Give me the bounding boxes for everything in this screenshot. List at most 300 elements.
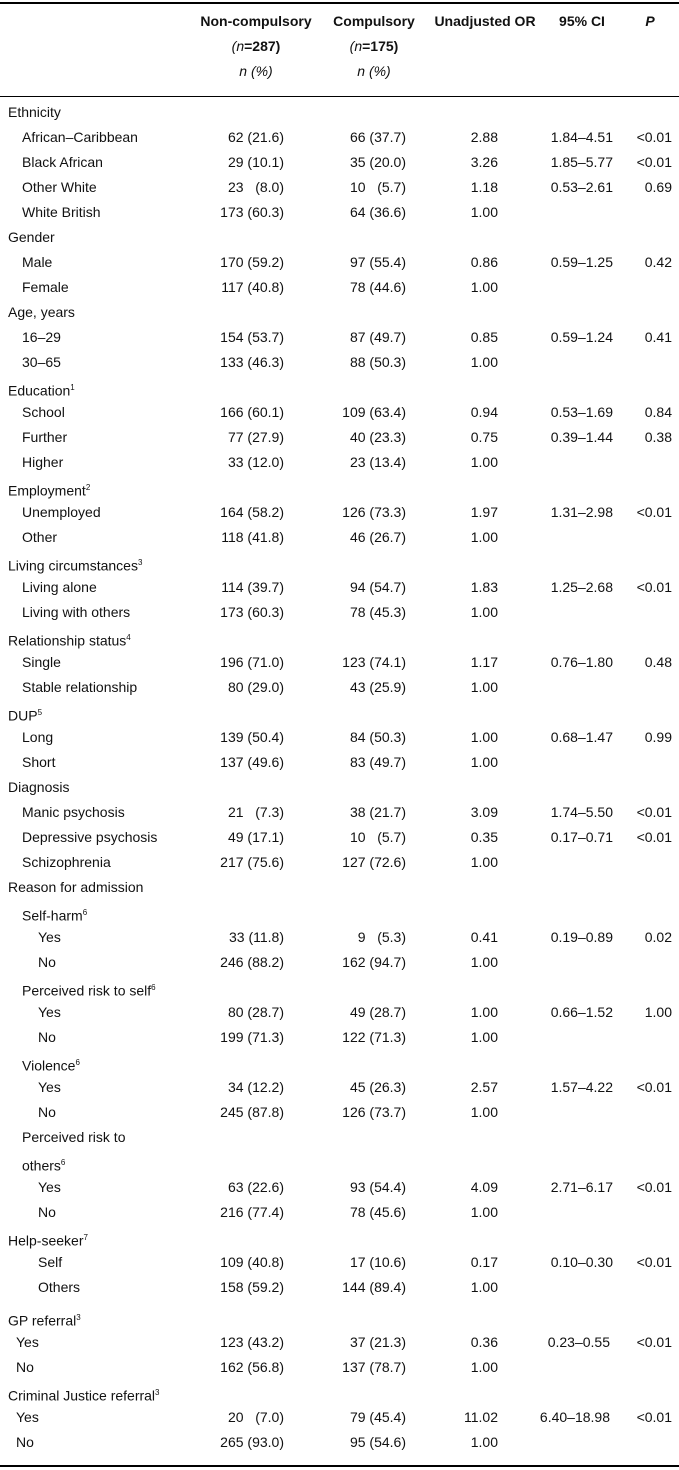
table-row [0,650,679,675]
odds-ratio-cell: 11.02 [464,1409,498,1425]
table-row [0,500,679,525]
compulsory-cell: 17 (10.6) [349,1254,406,1270]
non-compulsory-cell: 265 (93.0) [220,1434,284,1450]
row-label: Living alone [22,579,97,595]
row-label: Employment$^2$ [8,482,91,499]
p-value-cell: 0.41 [644,329,672,345]
row-label: Black African [22,154,103,170]
row-label: Relationship status$^4$ [8,632,131,649]
confidence-interval-cell [520,600,613,625]
non-compulsory-cell: 29 (10.1) [227,154,284,170]
p-value-cell: <0.01 [636,1079,672,1095]
p-value-cell: 0.02 [644,929,672,945]
row-label: School [22,404,65,420]
compulsory-cell: 10 (5.7) [349,829,406,845]
row-label: White British [22,204,101,220]
compulsory-cell: 78 (44.6) [349,279,406,295]
odds-ratio-cell: 1.83 [470,579,498,595]
header-unit: n (%) [357,63,391,79]
footnote-marker: 5 [37,708,43,717]
row-label: Reason for admission [8,879,144,895]
odds-ratio-cell: 0.41 [470,929,498,945]
table-row [0,475,679,500]
non-compulsory-cell: 154 (53.7) [220,329,284,345]
footnote-marker: 7 [83,1233,88,1242]
odds-ratio-cell: 1.97 [470,504,498,520]
footnote-marker: 3 [76,1313,81,1322]
header-unit: n (%) [239,63,273,79]
footnote-marker: 4 [126,633,131,642]
footnote-marker: 6 [82,908,88,917]
row-label: Female [22,279,69,295]
p-value-cell: <0.01 [636,579,672,595]
p-value-cell [618,1100,672,1125]
row-label: Depressive psychosis [22,829,158,845]
non-compulsory-cell: 173 (60.3) [220,604,284,620]
confidence-interval-cell: 1.74–5.50 [550,804,613,820]
confidence-interval-cell: 0.68–1.47 [550,729,613,745]
non-compulsory-cell: 49 (17.1) [227,829,284,845]
confidence-interval-cell [520,1200,613,1225]
compulsory-cell: 95 (54.6) [349,1434,406,1450]
confidence-interval-cell: 1.84–4.51 [550,129,613,145]
table-row [0,925,679,950]
row-label: Diagnosis [8,779,70,795]
table-row [0,1225,679,1250]
non-compulsory-cell: 133 (46.3) [220,354,284,370]
non-compulsory-cell: 217 (75.6) [220,854,284,870]
p-value-cell: 0.42 [644,254,672,270]
header-unadjusted-or [430,9,540,34]
row-label: Yes [38,1004,61,1020]
compulsory-cell: 79 (45.4) [349,1409,406,1425]
p-value-cell [618,200,672,225]
row-label: 30–65 [22,354,61,370]
row-label: Self [38,1254,63,1270]
compulsory-cell: 162 (94.7) [342,954,406,970]
row-label: No [16,1434,34,1450]
odds-ratio-cell: 1.00 [470,679,498,695]
compulsory-cell: 123 (74.1) [342,654,406,670]
compulsory-cell: 84 (50.3) [349,729,406,745]
confidence-interval-cell [520,350,613,375]
p-value-cell [618,600,672,625]
odds-ratio-cell: 1.00 [470,279,498,295]
row-label: others$^6$ [22,1157,66,1174]
row-label: Criminal Justice referral$^3$ [8,1387,160,1404]
row-label: Help-seeker$^7$ [8,1232,88,1249]
non-compulsory-cell: 166 (60.1) [220,404,284,420]
non-compulsory-cell: 114 (39.7) [221,579,284,595]
odds-ratio-cell: 0.36 [470,1334,498,1350]
compulsory-cell: 137 (78.7) [342,1359,406,1375]
p-value-cell [618,525,672,550]
confidence-interval-cell: 0.19–0.89 [550,929,613,945]
header-title: Non-compulsory [200,13,312,29]
row-label: DUP$^5$ [8,707,43,724]
odds-ratio-cell: 0.75 [470,429,498,445]
header-title: 95% CI [559,13,605,29]
confidence-interval-cell: 1.85–5.77 [550,154,613,170]
p-value-cell [618,675,672,700]
table-row [0,1075,679,1100]
non-compulsory-cell: 80 (29.0) [227,679,284,695]
confidence-interval-cell [520,1100,613,1125]
non-compulsory-cell: 158 (59.2) [220,1279,284,1295]
header-non-compulsory [196,9,316,84]
odds-ratio-cell: 1.00 [470,1359,498,1375]
non-compulsory-cell: 245 (87.8) [220,1104,284,1120]
p-value-cell [618,950,672,975]
p-value-cell: <0.01 [636,1334,672,1350]
p-value-cell: <0.01 [636,504,672,520]
row-label: Gender [8,229,55,245]
table-bottom-rule [0,1465,679,1467]
confidence-interval-cell: 0.10–0.30 [550,1254,613,1270]
row-label: No [38,1104,56,1120]
confidence-interval-cell: 0.53–1.69 [550,404,613,420]
header-title: P [645,13,655,29]
odds-ratio-cell: 1.00 [470,1204,498,1220]
confidence-interval-cell: 0.39–1.44 [550,429,613,445]
header-compulsory [326,9,422,84]
row-label: Male [22,254,53,270]
non-compulsory-cell: 77 (27.9) [227,429,284,445]
row-label: Perceived risk to self$^6$ [22,982,156,999]
confidence-interval-cell [520,1275,613,1300]
row-label: GP referral$^3$ [8,1312,81,1329]
table-row [0,625,679,650]
confidence-interval-cell [520,950,613,975]
odds-ratio-cell: 0.94 [470,404,498,420]
row-label: Further [22,429,68,445]
confidence-interval-cell: 0.53–2.61 [550,179,613,195]
confidence-interval-cell [515,1430,610,1455]
table-row [0,375,679,400]
confidence-interval-cell: 0.66–1.52 [550,1004,613,1020]
header-n: (n=287) [231,38,281,54]
odds-ratio-cell: 1.00 [470,354,498,370]
table-row [0,975,679,1000]
odds-ratio-cell: 1.00 [470,954,498,970]
odds-ratio-cell: 1.00 [470,204,498,220]
compulsory-cell: 78 (45.6) [349,1204,406,1220]
confidence-interval-cell [520,450,613,475]
compulsory-cell: 109 (63.4) [342,404,406,420]
table-row [0,1125,679,1150]
table-row [0,1380,679,1405]
row-label: Unemployed [22,504,101,520]
confidence-interval-cell: 0.17–0.71 [550,829,613,845]
p-value-cell [618,350,672,375]
row-label: Education$^1$ [8,382,75,399]
table-row [0,1355,679,1380]
confidence-interval-cell [520,675,613,700]
table-row [0,300,679,325]
confidence-interval-cell [515,1355,610,1380]
compulsory-cell: 126 (73.3) [342,504,406,520]
non-compulsory-cell: 23 (8.0) [227,179,284,195]
table-row [0,225,679,250]
confidence-interval-cell: 6.40–18.98 [539,1409,610,1425]
p-value-cell: <0.01 [636,804,672,820]
odds-ratio-cell: 0.35 [470,829,498,845]
footnote-marker: 3 [137,558,143,567]
footnote-marker: 6 [151,983,156,992]
confidence-interval-cell: 0.59–1.25 [550,254,613,270]
table-row [0,325,679,350]
table-row [0,775,679,800]
footnote-marker: 1 [70,383,75,392]
compulsory-cell: 46 (26.7) [349,529,406,545]
table-row [0,850,679,875]
table-row [0,1025,679,1050]
confidence-interval-cell [520,1025,613,1050]
compulsory-cell: 94 (54.7) [349,579,406,595]
non-compulsory-cell: 109 (40.8) [220,1254,284,1270]
p-value-cell: <0.01 [636,1254,672,1270]
table-row [0,575,679,600]
table-row [0,825,679,850]
p-value-cell [618,275,672,300]
odds-ratio-cell: 0.86 [470,254,498,270]
table-top-rule [0,2,679,4]
row-label: Ethnicity [8,104,61,120]
row-label: Others [38,1279,81,1295]
compulsory-cell: 45 (26.3) [349,1079,406,1095]
table-row [0,1330,679,1355]
p-value-cell: <0.01 [636,1179,672,1195]
non-compulsory-cell: 34 (12.2) [227,1079,284,1095]
compulsory-cell: 9 (5.3) [357,929,406,945]
footnote-marker: 2 [85,483,91,492]
row-label: Stable relationship [22,679,138,695]
row-label: Schizophrenia [22,854,111,870]
p-value-cell: <0.01 [636,154,672,170]
row-label: Self-harm$^6$ [22,907,88,924]
non-compulsory-cell: 139 (50.4) [220,729,284,745]
odds-ratio-cell: 1.00 [470,1004,498,1020]
p-value-cell: 0.84 [644,404,672,420]
non-compulsory-cell: 246 (88.2) [220,954,284,970]
compulsory-cell: 93 (54.4) [349,1179,406,1195]
table-row [0,175,679,200]
table-row [0,200,679,225]
table-row [0,100,679,125]
table-row [0,725,679,750]
table-row [0,1200,679,1225]
footnote-marker: 6 [75,1058,80,1067]
table-row [0,150,679,175]
table-row [0,1275,679,1300]
odds-ratio-cell: 3.26 [470,154,498,170]
odds-ratio-cell: 4.09 [470,1179,498,1195]
compulsory-cell: 40 (23.3) [349,429,406,445]
compulsory-cell: 97 (55.4) [349,254,406,270]
header-title: Unadjusted OR [434,13,536,29]
row-label: Other White [22,179,97,195]
compulsory-cell: 78 (45.3) [349,604,406,620]
non-compulsory-cell: 123 (43.2) [220,1334,284,1350]
row-label: African–Caribbean [22,129,138,145]
table-row [0,550,679,575]
footnote-marker: 6 [60,1158,66,1167]
table-row [0,1175,679,1200]
non-compulsory-cell: 216 (77.4) [220,1204,284,1220]
confidence-interval-cell: 1.25–2.68 [550,579,613,595]
confidence-interval-cell [520,750,613,775]
row-label: Yes [16,1409,39,1425]
p-value-cell: <0.01 [636,1409,672,1425]
non-compulsory-cell: 118 (41.8) [221,529,284,545]
confidence-interval-cell: 1.57–4.22 [550,1079,613,1095]
odds-ratio-cell: 1.00 [470,454,498,470]
non-compulsory-cell: 21 (7.3) [227,804,284,820]
p-value-cell [618,1200,672,1225]
odds-ratio-cell: 1.00 [470,854,498,870]
row-label: Higher [22,454,64,470]
row-label: Single [22,654,61,670]
row-label: Yes [16,1334,39,1350]
non-compulsory-cell: 33 (12.0) [227,454,284,470]
confidence-interval-cell [520,850,613,875]
table-row [0,1150,679,1175]
row-label: 16–29 [22,329,61,345]
non-compulsory-cell: 117 (40.8) [221,279,284,295]
non-compulsory-cell: 63 (22.6) [227,1179,284,1195]
odds-ratio-cell: 1.18 [470,179,498,195]
table-row [0,900,679,925]
confidence-interval-cell [520,525,613,550]
table-row [0,600,679,625]
p-value-cell: 0.48 [644,654,672,670]
p-value-cell [618,1355,672,1380]
table-row [0,1405,679,1430]
p-value-cell: <0.01 [636,829,672,845]
compulsory-cell: 49 (28.7) [349,1004,406,1020]
p-value-cell: 1.00 [644,1004,672,1020]
compulsory-cell: 37 (21.3) [349,1334,406,1350]
table-row [0,250,679,275]
confidence-interval-cell: 0.23–0.55 [547,1334,610,1350]
table-row [0,275,679,300]
row-label: No [38,954,56,970]
compulsory-cell: 87 (49.7) [349,329,406,345]
p-value-cell [618,750,672,775]
compulsory-cell: 43 (25.9) [349,679,406,695]
compulsory-cell: 88 (50.3) [349,354,406,370]
odds-ratio-cell: 0.85 [470,329,498,345]
table-row [0,1100,679,1125]
table-row [0,675,679,700]
non-compulsory-cell: 33 (11.8) [229,929,284,945]
odds-ratio-cell: 1.00 [470,1279,498,1295]
row-label: Manic psychosis [22,804,125,820]
table-row [0,525,679,550]
row-label: No [38,1029,56,1045]
non-compulsory-cell: 170 (59.2) [220,254,284,270]
p-value-cell: 0.99 [644,729,672,745]
non-compulsory-cell: 80 (28.7) [227,1004,284,1020]
table-row [0,1050,679,1075]
p-value-cell [618,850,672,875]
table-row [0,875,679,900]
confidence-interval-cell: 2.71–6.17 [550,1179,613,1195]
odds-ratio-cell: 1.00 [470,1104,498,1120]
header-rule [0,96,679,97]
odds-ratio-cell: 1.00 [470,1434,498,1450]
odds-ratio-cell: 1.00 [470,729,498,745]
row-label: Other [22,529,58,545]
header-title: Compulsory [333,13,415,29]
confidence-interval-cell: 0.76–1.80 [550,654,613,670]
non-compulsory-cell: 162 (56.8) [220,1359,284,1375]
row-label: Short [22,754,56,770]
table-row [0,750,679,775]
odds-ratio-cell: 2.57 [470,1079,498,1095]
footnote-marker: 3 [155,1388,160,1397]
table-row [0,450,679,475]
table-row [0,700,679,725]
row-label: Living with others [22,604,131,620]
compulsory-cell: 126 (73.7) [342,1104,406,1120]
compulsory-cell: 127 (72.6) [342,854,406,870]
table-row [0,350,679,375]
odds-ratio-cell: 3.09 [470,804,498,820]
table-row [0,800,679,825]
non-compulsory-cell: 164 (58.2) [220,504,284,520]
row-label: No [16,1359,34,1375]
table-row [0,125,679,150]
table-row [0,950,679,975]
non-compulsory-cell: 196 (71.0) [220,654,284,670]
header-95-ci [550,9,614,34]
non-compulsory-cell: 20 (7.0) [227,1409,284,1425]
non-compulsory-cell: 199 (71.3) [220,1029,284,1045]
confidence-interval-cell: 1.31–2.98 [550,504,613,520]
compulsory-cell: 144 (89.4) [342,1279,406,1295]
p-value-cell [618,1275,672,1300]
row-label: Age, years [8,304,75,320]
compulsory-cell: 10 (5.7) [349,179,406,195]
compulsory-cell: 38 (21.7) [349,804,406,820]
table-row [0,1000,679,1025]
p-value-cell [618,450,672,475]
compulsory-cell: 122 (71.3) [342,1029,406,1045]
row-label: Perceived risk to [22,1129,126,1145]
table-row [0,400,679,425]
compulsory-cell: 66 (37.7) [349,129,406,145]
odds-ratio-cell: 0.17 [470,1254,498,1270]
row-label: Long [22,729,54,745]
row-label: Yes [38,1079,61,1095]
p-value-cell: <0.01 [636,129,672,145]
odds-ratio-cell: 2.88 [470,129,498,145]
row-label: Yes [38,929,61,945]
header-n: (n=175) [349,38,399,54]
non-compulsory-cell: 62 (21.6) [227,129,284,145]
odds-ratio-cell: 1.00 [470,754,498,770]
odds-ratio-cell: 1.00 [470,1029,498,1045]
compulsory-cell: 23 (13.4) [349,454,406,470]
row-label: Violence$^6$ [22,1057,80,1074]
odds-ratio-cell: 1.00 [470,604,498,620]
row-label: Living circumstances$^3$ [8,557,143,574]
table-row [0,1250,679,1275]
confidence-interval-cell [520,200,613,225]
compulsory-cell: 83 (49.7) [349,754,406,770]
non-compulsory-cell: 137 (49.6) [220,754,284,770]
